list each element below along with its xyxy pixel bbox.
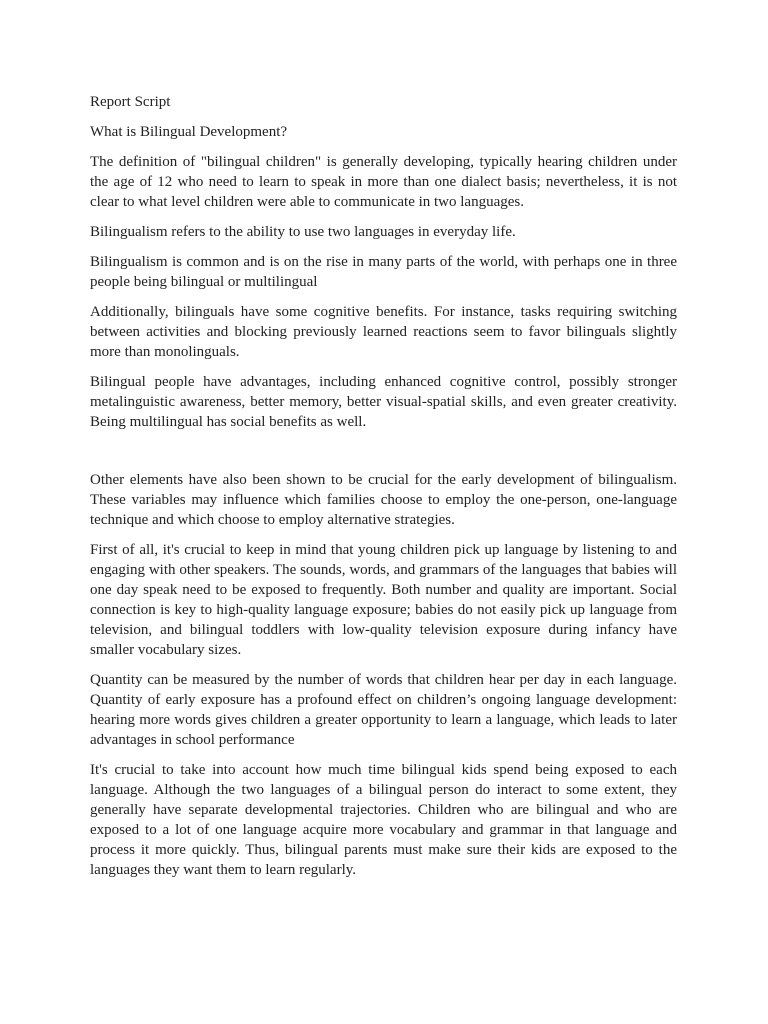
paragraph-1: The definition of "bilingual children" is generally developing, typically hearing children under the age of 12 who need to learn to speak in more than one dialect basis; nevertheless, it is not clear to what level children were able to communicate in two languages. <box>90 154 677 210</box>
section-spacer <box>90 442 677 470</box>
paragraph-9: It's crucial to take into account how much time bilingual kids spend being exposed to each language. Although the two languages of a bilingual person do interact to some extent, they generally have separate developmental trajectories. Children who are bilingual and who are exposed to a lot of one language acquire more vocabulary and grammar in that language and process it more quickly. Thus, bilingual parents must make sure their kids are exposed to the languages they want them to learn regularly. <box>90 762 677 878</box>
document-subtitle: What is Bilingual Development? <box>90 124 288 140</box>
paragraph-8: Quantity can be measured by the number of words that children hear per day in each language. Quantity of early exposure has a profound effect on children’s ongoing language development: hearing more words gives children a greater opportunity to learn a language, which leads to later advantages in school performance <box>90 672 677 748</box>
paragraph-6: Other elements have also been shown to be crucial for the early development of bilingualism. These variables may influence which families choose to employ the one-person, one-language technique and which choose to employ alternative strategies. <box>90 472 677 528</box>
paragraph-2: Bilingualism refers to the ability to use two languages in everyday life. <box>90 224 516 240</box>
document-title: Report Script <box>90 94 171 110</box>
paragraph-3: Bilingualism is common and is on the rise in many parts of the world, with perhaps one in three people being bilingual or multilingual <box>90 254 677 290</box>
document-page <box>90 92 677 890</box>
paragraph-5: Bilingual people have advantages, including enhanced cognitive control, possibly stronger metalinguistic awareness, better memory, better visual-spatial skills, and even greater creativity. Being multilingual has social benefits as well. <box>90 374 677 430</box>
paragraph-7: First of all, it's crucial to keep in mind that young children pick up language by listening to and engaging with other speakers. The sounds, words, and grammars of the languages that babies will one day speak need to be exposed to frequently. Both number and quality are important. Social connection is key to high-quality language exposure; babies do not easily pick up language from television, and bilingual toddlers with low-quality television exposure during infancy have smaller vocabulary sizes. <box>90 542 677 658</box>
paragraph-4: Additionally, bilinguals have some cognitive benefits. For instance, tasks requiring switching between activities and blocking previously learned reactions seem to favor bilinguals slightly more than monolinguals. <box>90 304 677 360</box>
